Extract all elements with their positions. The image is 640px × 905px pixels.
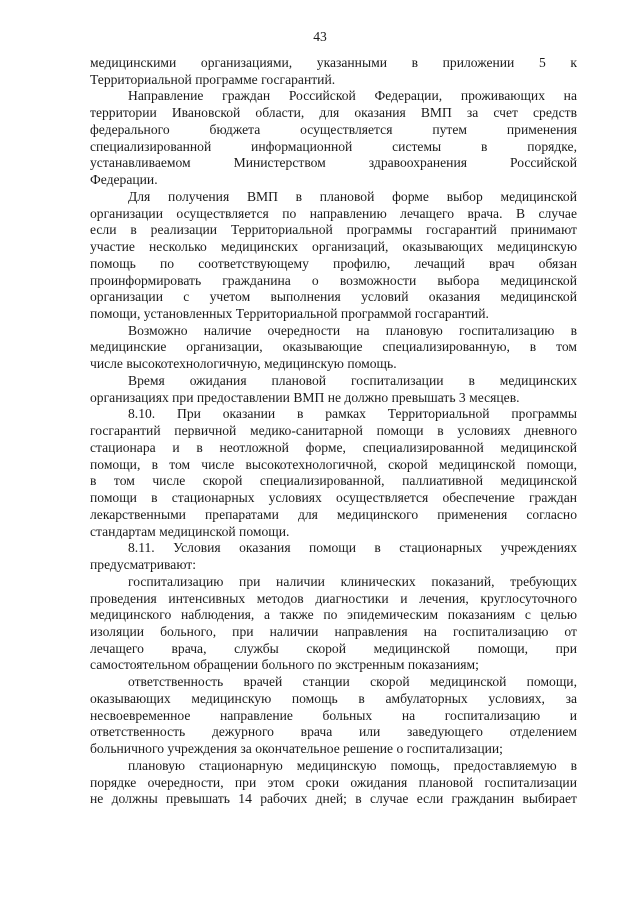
paragraph: [90, 758, 577, 808]
text-line: порядке очередности, при этом сроки ожидания плановой госпитализации: [90, 774, 577, 790]
text-line: медицинские организации, оказывающие специализированную, в том: [90, 339, 577, 355]
paragraph: [90, 189, 577, 323]
text-line: оказывающих медицинскую помощь в амбулаторных условиях, за: [90, 690, 577, 706]
text-line: самостоятельном обращении больного по экстренным показаниям;: [90, 657, 479, 673]
text-line: проинформировать гражданина о возможности выбора медицинской: [90, 272, 577, 288]
text-line: ответственность дежурного врача или заведующего отделением: [90, 724, 577, 740]
text-line: Направление граждан Российской Федерации, проживающих на: [128, 88, 577, 104]
text-line: Возможно наличие очередности на плановую госпитализацию в: [128, 322, 577, 338]
text-line: помощи, в том числе высокотехнологичной, скорой медицинской помощи,: [90, 456, 577, 472]
text-line: организациях при предоставлении ВМП не должно превышать 3 месяцев.: [90, 389, 520, 405]
text-line: устанавливаемом Министерством здравоохранения Российской: [90, 155, 577, 171]
paragraph: [90, 323, 577, 373]
text-line: помощи, установленных Территориальной программой госгарантий.: [90, 306, 489, 322]
text-line: 8.11. Условия оказания помощи в стационарных учреждениях: [128, 540, 577, 556]
paragraph: [90, 55, 577, 88]
text-line: в том числе скорой специализированной, паллиативной медицинской: [90, 473, 577, 489]
text-line: числе высокотехнологичную, медицинскую помощь.: [90, 356, 397, 372]
text-line: не должны превышать 14 рабочих дней; в случае если гражданин выбирает: [90, 791, 577, 807]
text-line: специализированной информационной системы в порядке,: [90, 138, 577, 154]
text-line: Территориальной программе госгарантий.: [90, 71, 336, 87]
text-line: организации с учетом выполнения условий оказания медицинской: [90, 289, 577, 305]
text-line: госпитализацию при наличии клинических показаний, требующих: [128, 573, 577, 589]
text-line: проведения интенсивных методов диагностики и лечения, круглосуточного: [90, 590, 577, 606]
text-line: лекарственными препаратами для медицинского применения согласно: [90, 506, 577, 522]
paragraph: [90, 373, 577, 406]
text-line: госгарантий первичной медико-санитарной помощи в условиях дневного: [90, 423, 577, 439]
text-line: помощь по соответствующему профилю, лечащий врач обязан: [90, 255, 577, 271]
paragraph: [90, 88, 577, 188]
text-line: территории Ивановской области, для оказания ВМП за счет средств: [90, 105, 577, 121]
text-line: изоляции больного, при наличии направления на госпитализацию от: [90, 623, 577, 639]
text-line: Для получения ВМП в плановой форме выбор медицинской: [128, 188, 577, 204]
body-text: [90, 55, 577, 808]
paragraph: [90, 540, 577, 573]
paragraph: [90, 674, 577, 758]
text-line: медицинского наблюдения, а также по эпидемическим показаниям с целью: [90, 607, 577, 623]
text-line: участие несколько медицинских организаций, оказывающих медицинскую: [90, 239, 577, 255]
text-line: 8.10. При оказании в рамках Территориальной программы: [128, 406, 577, 422]
text-line: стандартам медицинской помощи.: [90, 523, 290, 539]
text-line: предусматривают:: [90, 557, 197, 573]
text-line: медицинскими организациями, указанными в приложении 5 к: [90, 55, 577, 70]
text-line: плановую стационарную медицинскую помощь, предоставляемую в: [128, 757, 577, 773]
paragraph: [90, 574, 577, 674]
text-line: помощи в стационарных условиях осуществляется обеспечение граждан: [90, 490, 577, 506]
text-line: Время ожидания плановой госпитализации в медицинских: [128, 372, 577, 388]
text-line: если в реализации Территориальной программы госгарантий принимают: [90, 222, 577, 238]
text-line: лечащего врача, службы скорой медицинской помощи, при: [90, 640, 577, 656]
text-line: организации осуществляется по направлению лечащего врача. В случае: [90, 205, 577, 221]
text-line: Федерации.: [90, 172, 158, 188]
text-line: несвоевременное направление больных на госпитализацию и: [90, 707, 577, 723]
paragraph: [90, 406, 577, 540]
page-number: 43: [313, 29, 327, 44]
text-line: ответственность врачей станции скорой медицинской помощи,: [128, 674, 577, 690]
text-line: федерального бюджета осуществляется путем применения: [90, 121, 577, 137]
text-line: больничного учреждения за окончательное решение о госпитализации;: [90, 741, 503, 757]
text-line: стационара и в неотложной форме, специализированной медицинской: [90, 439, 577, 455]
